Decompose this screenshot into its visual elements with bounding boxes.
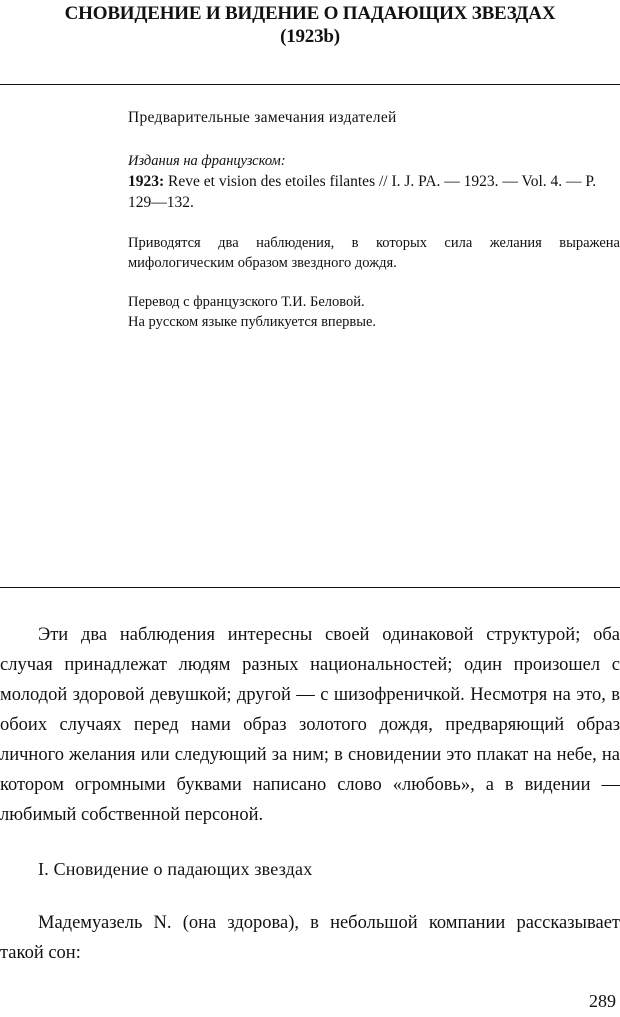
editions-label: Издания на французском: (128, 153, 286, 169)
top-divider (0, 84, 620, 85)
translation-info (128, 292, 620, 332)
editor-notes-summary: Приводятся два наблюдения, в которых сила желания выражена мифологическим образом звездного дождя. (128, 235, 620, 271)
chapter-title-year: (1923b) (280, 26, 340, 47)
publication-note: На русском языке публикуется впервые. (128, 314, 377, 330)
chapter-title-line1: СНОВИДЕНИЕ И ВИДЕНИЕ О ПАДАЮЩИХ ЗВЕЗДАХ (64, 3, 556, 24)
edition-citation: Reve et vision des etoiles filantes // I. J. PA. — 1923. — Vol. 4. — P. 129—132. (128, 173, 597, 211)
translation-credit: Перевод с французского Т.И. Беловой. (128, 294, 365, 310)
opening-paragraph: Мадемуазель N. (она здорова), в небольшой компании рассказывает такой сон: (0, 913, 620, 963)
bottom-divider (0, 587, 620, 588)
edition-entry (128, 171, 620, 213)
page-number: 289 (589, 991, 616, 1011)
edition-year: 1923: (128, 173, 165, 190)
editor-notes-heading: Предварительные замечания издателей (128, 109, 397, 126)
section-heading: I. Сновидение о падающих звездах (38, 859, 313, 879)
editions-block (128, 151, 620, 213)
intro-paragraph: Эти два наблюдения интересны своей одинаковой структурой; оба случая принадлежат людям разных национальностей; один произошел с молодой здоровой девушкой; другой — с шизофреничкой. Несмотря на это, в обоих случаях перед нами образ золотого дождя, предваряющий образ личного желания или следующий за ним; в сновидении это плакат на небе, на котором огромными буквами написано слово «любовь», а в видении — любимый собственной персоной. (0, 625, 620, 825)
chapter-title (0, 2, 620, 48)
